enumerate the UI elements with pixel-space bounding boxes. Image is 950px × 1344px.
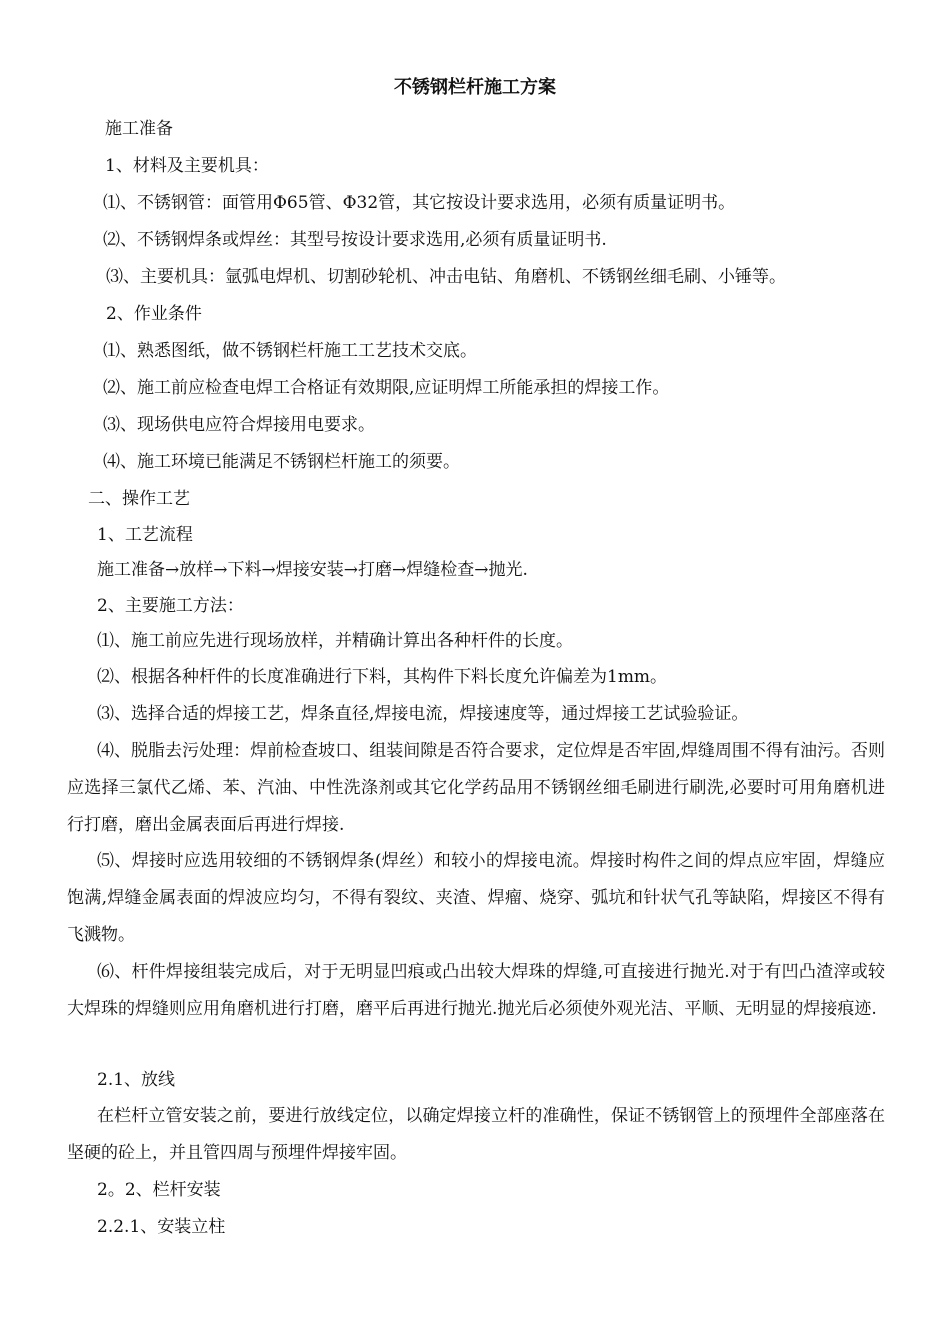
text-line: ⑶、现场供电应符合焊接用电要求。	[103, 415, 375, 435]
text-line: 施工准备→放样→下料→焊接安装→打磨→焊缝检查→抛光.	[97, 560, 528, 580]
text-line: ⑵、根据各种杆件的长度准确进行下料，其构件下料长度允许偏差为1mm。	[97, 667, 668, 687]
text-line: ⑷、施工环境已能满足不锈钢栏杆施工的须要。	[103, 452, 460, 472]
paragraph: 在栏杆立管安装之前，要进行放线定位，以确定焊接立杆的准确性，保证不锈钢管上的预埋件全部座落在坚硬的砼上，并且管四周与预埋件焊接牢固。	[67, 1106, 885, 1163]
document-title: 不锈钢栏杆施工方案	[394, 77, 556, 98]
text-line: ⑵、不锈钢焊条或焊丝：其型号按设计要求选用,必须有质量证明书.	[103, 230, 607, 250]
subsection-heading: 2.2.1、安装立柱	[97, 1217, 226, 1237]
subsection-heading: 2.1、放线	[97, 1070, 176, 1090]
text-line: 2、作业条件	[106, 304, 202, 324]
text-line: 1、材料及主要机具：	[105, 156, 269, 176]
paragraph: ⑷、脱脂去污处理：焊前检查坡口、组装间隙是否符合要求，定位焊是否牢固,焊缝周围不得有油污。否则应选择三氯代乙烯、苯、汽油、中性洗涤剂或其它化学药品用不锈钢丝细毛刷进行刷洗,必要时可用角磨机进行打磨，磨出金属表面后再进行焊接.	[67, 741, 885, 835]
paragraph: ⑹、杆件焊接组装完成后，对于无明显凹痕或凸出较大焊珠的焊缝,可直接进行抛光.对于有凹凸渣滓或较大焊珠的焊缝则应用角磨机进行打磨，磨平后再进行抛光.抛光后必须使外观光洁、平顺、无明显的焊接痕迹.	[67, 962, 885, 1019]
text-line: 施工准备	[105, 119, 173, 139]
subsection-heading: 2。2、栏杆安装	[97, 1180, 221, 1200]
text-line: ⑴、熟悉图纸，做不锈钢栏杆施工工艺技术交底。	[103, 341, 477, 361]
text-line: ⑴、不锈钢管：面管用Φ65管、Φ32管，其它按设计要求选用，必须有质量证明书。	[103, 193, 736, 213]
paragraph: ⑸、焊接时应选用较细的不锈钢焊条(焊丝）和较小的焊接电流。焊接时构件之间的焊点应牢固，焊缝应饱满,焊缝金属表面的焊波应均匀，不得有裂纹、夹渣、焊瘤、烧穿、弧坑和针状气孔等缺陷，焊接区不得有飞溅物。	[67, 851, 885, 945]
text-line: 2、主要施工方法：	[97, 596, 244, 616]
text-line: ⑶、选择合适的焊接工艺，焊条直径,焊接电流，焊接速度等，通过焊接工艺试验验证。	[97, 704, 749, 724]
text-line: ⑵、施工前应检查电焊工合格证有效期限,应证明焊工所能承担的焊接工作。	[103, 378, 670, 398]
text-line: ⑴、施工前应先进行现场放样，并精确计算出各种杆件的长度。	[97, 631, 573, 651]
section-heading: 二、操作工艺	[88, 489, 190, 509]
text-line: 1、工艺流程	[97, 525, 193, 545]
text-line: ⑶、主要机具：氩弧电焊机、切割砂轮机、冲击电钻、角磨机、不锈钢丝细毛刷、小锤等。	[106, 267, 786, 287]
